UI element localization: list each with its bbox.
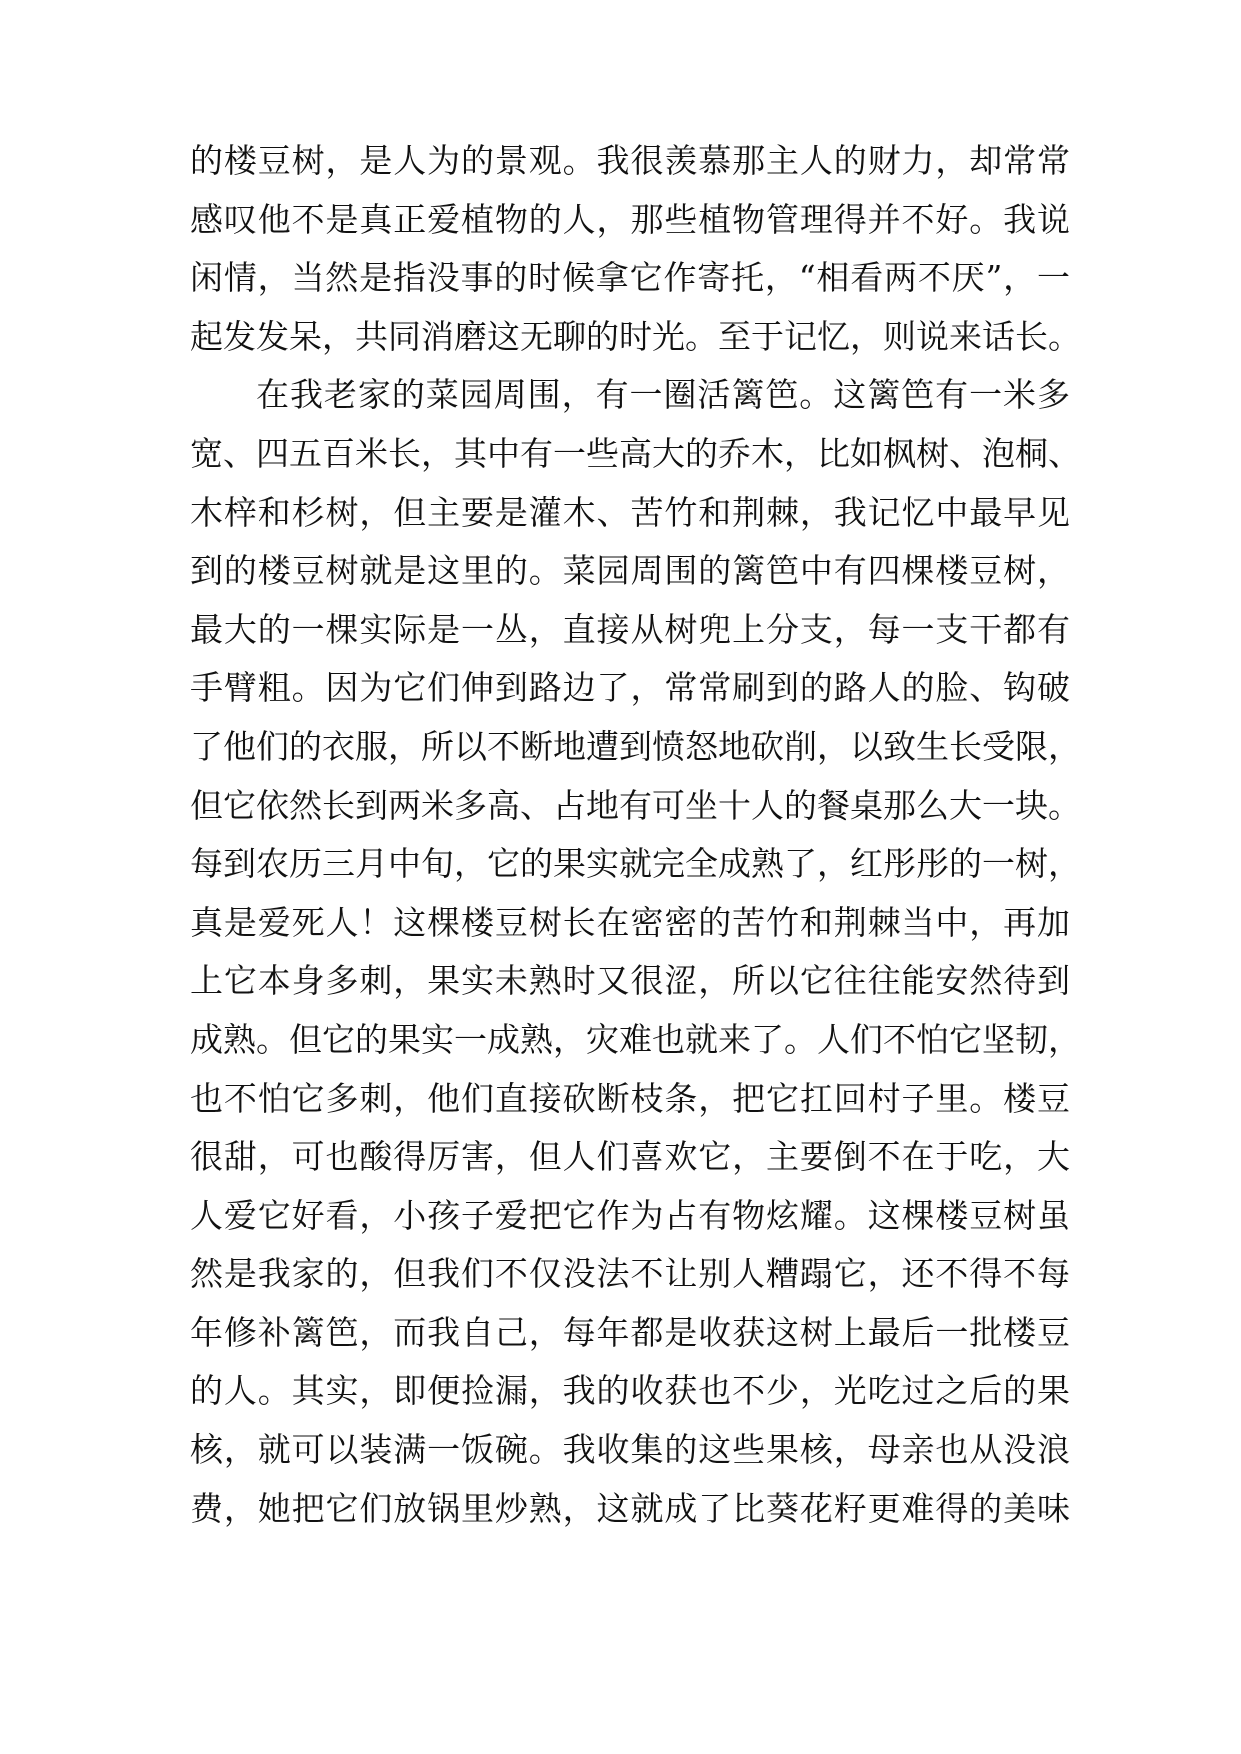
- text-line: 的人。其实，即便捡漏，我的收获也不少，光吃过之后的果: [190, 1371, 1070, 1411]
- text-line: 宽、四五百米长，其中有一些高大的乔木，比如枫树、泡桐、: [190, 433, 1081, 473]
- text-line: 木梓和杉树，但主要是灌木、苦竹和荆棘，我记忆中最早见: [190, 492, 1070, 532]
- text-line: 感叹他不是真正爱植物的人，那些植物管理得并不好。我说: [190, 199, 1070, 239]
- text-line: 最大的一棵实际是一丛，直接从树兜上分支，每一支干都有: [190, 609, 1070, 649]
- text-line: 也不怕它多刺，他们直接砍断枝条，把它扛回村子里。楼豆: [190, 1078, 1070, 1118]
- text-line: 手臂粗。因为它们伸到路边了，常常刷到的路人的脸、钩破: [190, 668, 1070, 708]
- text-line: 但它依然长到两米多高、占地有可坐十人的餐桌那么大一块。: [190, 785, 1081, 825]
- text-line: 真是爱死人！这棵楼豆树长在密密的苦竹和荆棘当中，再加: [190, 902, 1070, 942]
- text-line: 费，她把它们放锅里炒熟，这就成了比葵花籽更难得的美味: [190, 1488, 1070, 1528]
- text-line: 到的楼豆树就是这里的。菜园周围的篱笆中有四棵楼豆树，: [190, 551, 1070, 591]
- text-line: 起发发呆，共同消磨这无聊的时光。至于记忆，则说来话长。: [190, 316, 1081, 356]
- text-line: 很甜，可也酸得厉害，但人们喜欢它，主要倒不在于吃，大: [190, 1137, 1070, 1177]
- text-line: 核，就可以装满一饭碗。我收集的这些果核，母亲也从没浪: [190, 1430, 1070, 1470]
- body-text: [190, 132, 1081, 1538]
- text-line: 成熟。但它的果实一成熟，灾难也就来了。人们不怕它坚韧，: [190, 1019, 1081, 1059]
- text-line: 年修补篱笆，而我自己，每年都是收获这树上最后一批楼豆: [190, 1312, 1070, 1352]
- text-line: 闲情，当然是指没事的时候拿它作寄托，“相看两不厌”，一: [190, 258, 1070, 298]
- text-line: 上它本身多刺，果实未熟时又很涩，所以它往往能安然待到: [190, 961, 1070, 1001]
- text-line: 然是我家的，但我们不仅没法不让别人糟蹋它，还不得不每: [190, 1254, 1070, 1294]
- text-line: 了他们的衣服，所以不断地遭到愤怒地砍削，以致生长受限，: [190, 726, 1081, 766]
- paragraph-first-line: 在我老家的菜园周围，有一圈活篱笆。这篱笆有一米多: [256, 375, 1070, 415]
- text-line: 的楼豆树，是人为的景观。我很羡慕那主人的财力，却常常: [190, 141, 1070, 180]
- text-line: 人爱它好看，小孩子爱把它作为占有物炫耀。这棵楼豆树虽: [190, 1195, 1070, 1235]
- text-line: 每到农历三月中旬，它的果实就完全成熟了，红彤彤的一树，: [190, 844, 1081, 884]
